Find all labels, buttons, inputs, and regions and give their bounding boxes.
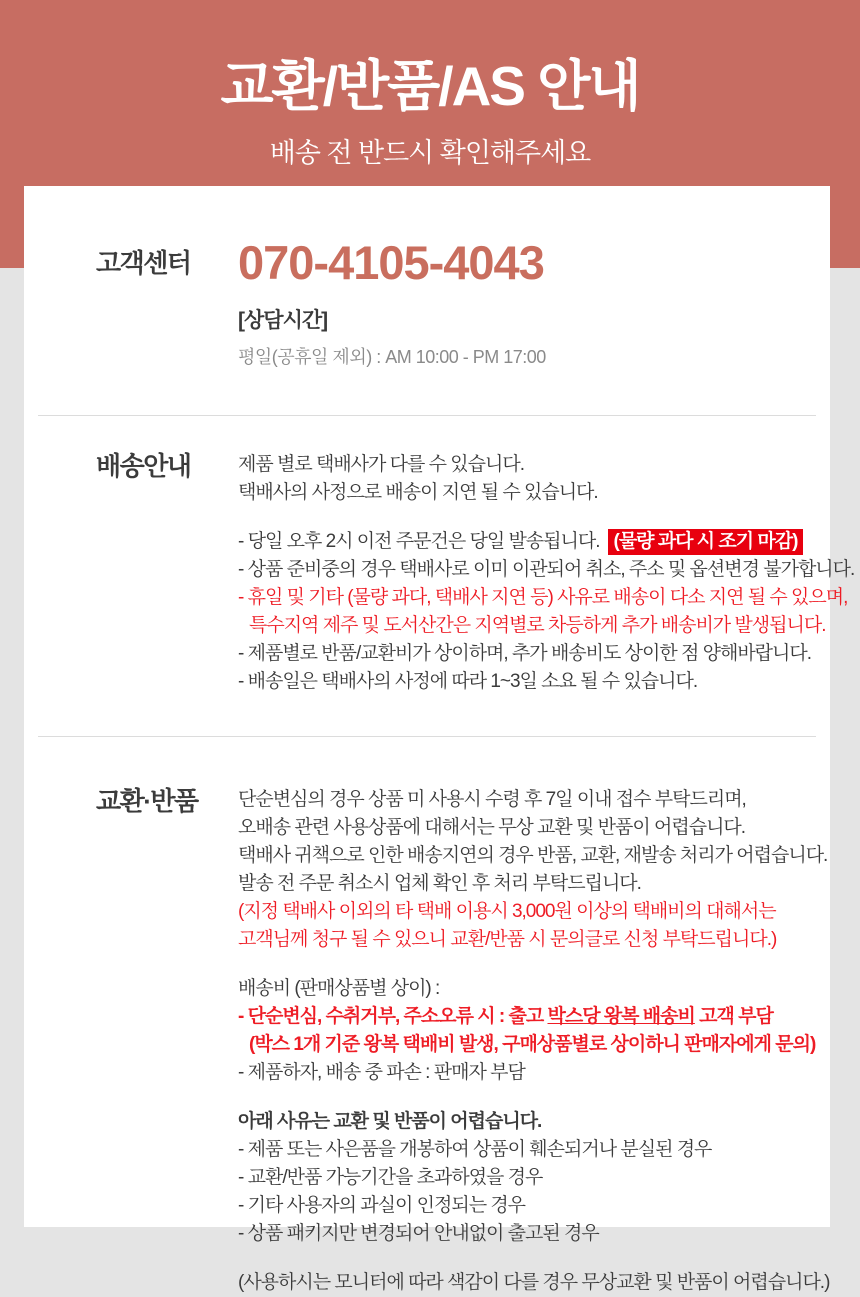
section-customer-center <box>24 186 830 415</box>
spacer <box>238 1248 829 1269</box>
shipping-list-item: - 상품 준비중의 경우 택배사로 이미 이관되어 취소, 주소 및 옵션변경 불가합니다. <box>238 559 855 580</box>
early-closing-badge: (물량 과다 시 조기 마감) <box>608 529 804 555</box>
exchange-label: 교환·반품 <box>96 786 198 816</box>
customer-center-label: 고객센터 <box>96 248 191 278</box>
shipping-label: 배송안내 <box>96 451 191 481</box>
deny-list-item: - 교환/반품 가능기간을 초과하였을 경우 <box>238 1167 543 1188</box>
shipping-list-item: - 휴일 및 기타 (물량 과다, 택배사 지연 등) 사유로 배송이 다소 지연 될 수 있으며, <box>238 587 848 608</box>
fee-line-seller-burden: - 제품하자, 배송 중 파손 : 판매자 부담 <box>238 1062 525 1083</box>
fee-line-underlined: 박스당 왕복 배송비 <box>547 1006 695 1027</box>
fee-line-customer-burden <box>238 1003 829 1031</box>
fee-title: 배송비 (판매상품별 상이) : <box>238 978 440 999</box>
shipping-list-item: - 제품별로 반품/교환비가 상이하며, 추가 배송비도 상이한 점 양해바랍니다. <box>238 643 812 664</box>
deny-list-item: - 제품 또는 사은품을 개봉하여 상품이 훼손되거나 분실된 경우 <box>238 1139 712 1160</box>
deny-title: 아래 사유는 교환 및 반품이 어렵습니다. <box>238 1111 542 1132</box>
exchange-policy-line: 고객님께 청구 될 수 있으니 교환/반품 시 문의글로 신청 부탁드립니다.) <box>238 929 777 950</box>
page-title: 교환/반품/AS 안내 <box>220 55 640 117</box>
consult-hours-title: [상담시간] <box>238 309 328 332</box>
shipping-same-day-text: - 당일 오후 2시 이전 주문건은 당일 발송됩니다. <box>238 531 600 552</box>
info-card <box>24 186 855 1293</box>
spacer <box>238 1087 829 1108</box>
spacer <box>238 507 854 528</box>
exchange-policy-line: 택배사 귀책으로 인한 배송지연의 경우 반품, 교환, 재발송 처리가 어렵습니다. <box>238 845 828 866</box>
fee-line-prefix: - 단순변심, 수취거부, 주소오류 시 : 출고 <box>238 1006 548 1027</box>
shipping-intro-line: 택배사의 사정으로 배송이 지연 될 수 있습니다. <box>238 482 598 503</box>
consult-hours-value: 평일(공휴일 제외) : AM 10:00 - PM 17:00 <box>238 347 546 367</box>
section-exchange-return <box>24 737 830 1297</box>
spacer <box>238 954 829 975</box>
exchange-policy-line: 오배송 관련 사용상품에 대해서는 무상 교환 및 반품이 어렵습니다. <box>238 817 746 838</box>
monitor-note: (사용하시는 모니터에 따라 색감이 다를 경우 무상교환 및 반품이 어렵습니다.) <box>238 1272 830 1293</box>
exchange-policy-line: 단순변심의 경우 상품 미 사용시 수령 후 7일 이내 접수 부탁드리며, <box>238 789 746 810</box>
exchange-policy-line: (지정 택배사 이외의 타 택배 이용시 3,000원 이상의 택배비의 대해서는 <box>238 901 776 922</box>
section-shipping <box>24 416 855 736</box>
exchange-policy-line: 발송 전 주문 취소시 업체 확인 후 처리 부탁드립니다. <box>238 873 641 894</box>
fee-line-suffix: 고객 부담 <box>694 1006 773 1027</box>
customer-center-phone: 070-4105-4043 <box>238 236 544 289</box>
fee-line-box-note: (박스 1개 기준 왕복 택배비 발생, 구매상품별로 상이하니 판매자에게 문의) <box>249 1034 816 1055</box>
page-subtitle: 배송 전 반드시 확인해주세요 <box>269 138 591 168</box>
deny-list-item: - 상품 패키지만 변경되어 안내없이 출고된 경우 <box>238 1223 599 1244</box>
shipping-intro-line: 제품 별로 택배사가 다를 수 있습니다. <box>238 454 524 475</box>
shipping-list-item: - 배송일은 택배사의 사정에 따라 1~3일 소요 될 수 있습니다. <box>238 671 698 692</box>
deny-list-item: - 기타 사용자의 과실이 인정되는 경우 <box>238 1195 526 1216</box>
shipping-list-item: 특수지역 제주 및 도서산간은 지역별로 차등하게 추가 배송비가 발생됩니다. <box>249 615 826 636</box>
shipping-same-day-line <box>238 528 854 556</box>
